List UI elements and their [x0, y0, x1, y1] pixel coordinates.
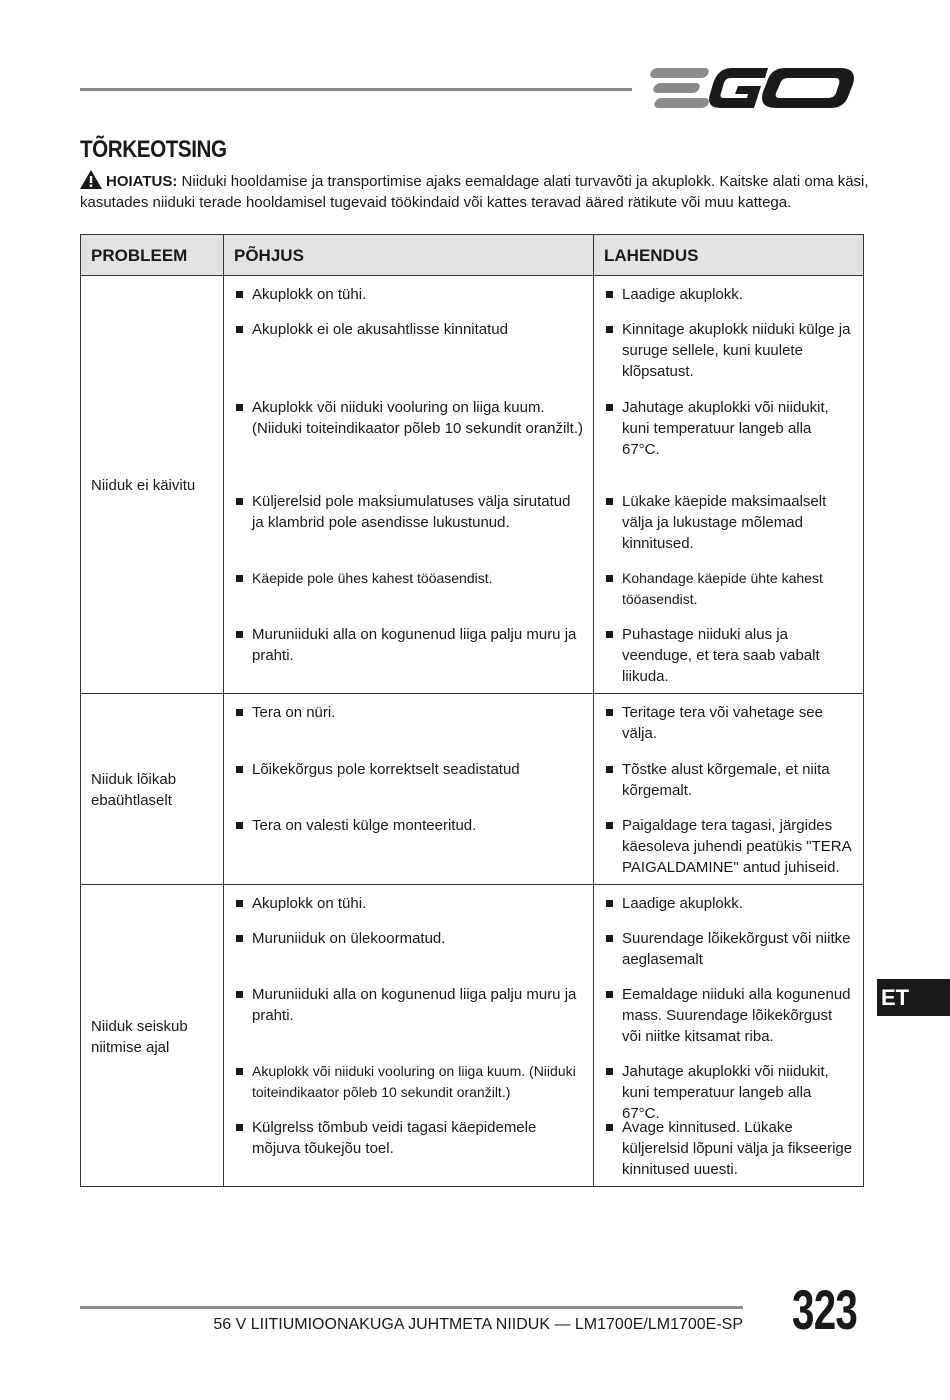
- solution-cell: [594, 276, 864, 694]
- table-row: [81, 694, 864, 885]
- cause-cell: [224, 885, 594, 1187]
- footer-rule: [80, 1306, 743, 1309]
- solution-item: Tõstke alust kõrgemale, et niita kõrgemalt.: [604, 759, 853, 815]
- cause-cell: [224, 694, 594, 885]
- solution-item: Teritage tera või vahetage see välja.: [604, 702, 853, 759]
- footer-text: 56 V LIITIUMIOONAKUGA JUHTMETA NIIDUK — LM1700E/LM1700E-SP: [213, 1316, 743, 1333]
- solution-item: Jahutage akuplokki või niidukit, kuni temperatuur langeb alla 67°C.: [604, 397, 853, 491]
- cause-item: Lõikekõrgus pole korrektselt seadistatud: [234, 759, 583, 815]
- warning-text: Niiduki hooldamise ja transportimise ajaks eemaldage alati turvavõti ja akuplokk. Kaitske alati oma käsi, kasutades niiduki terade hooldamisel tugevaid töökindaid või kattes teravad ääred rätikute või muu kattega.: [80, 173, 869, 211]
- problem-cell: Niiduk lõikab ebaühtlaselt: [81, 694, 224, 885]
- header-problem: PROBLEEM: [81, 235, 224, 276]
- header-solution: LAHENDUS: [594, 235, 864, 276]
- cause-cell: [224, 276, 594, 694]
- table-row: [81, 276, 864, 694]
- warning-label: HOIATUS:: [106, 173, 178, 190]
- cause-item: Tera on valesti külge monteeritud.: [234, 815, 583, 836]
- cause-item: Muruniiduki alla on kogunenud liiga palju muru ja prahti.: [234, 624, 583, 666]
- cause-item: Küljerelsid pole maksiumulatuses välja sirutatud ja klambrid pole asendisse lukustunud.: [234, 491, 583, 568]
- solution-item: Laadige akuplokk.: [604, 893, 853, 928]
- solution-item: Suurendage lõikekõrgust või niitke aeglasemalt: [604, 928, 853, 984]
- cause-item: Akuplokk või niiduki vooluring on liiga kuum. (Niiduki toiteindikaator põleb 10 sekundit oranžilt.): [234, 397, 583, 491]
- cause-item: Käepide pole ühes kahest tööasendist.: [234, 568, 583, 624]
- cause-item: Akuplokk või niiduki vooluring on liiga kuum. (Niiduki toiteindikaator põleb 10 sekundit oranžilt.): [234, 1061, 583, 1117]
- cause-item: Akuplokk on tühi.: [234, 893, 583, 928]
- cause-item: Akuplokk on tühi.: [234, 284, 583, 319]
- warning-paragraph: [80, 170, 870, 213]
- solution-item: Puhastage niiduki alus ja veenduge, et tera saab vabalt liikuda.: [604, 624, 853, 687]
- language-tab: ET: [877, 979, 950, 1016]
- page-title: TÕRKEOTSING: [80, 136, 227, 163]
- cause-item: Külgrelss tõmbub veidi tagasi käepidemele mõjuva tõukejõu toel.: [234, 1117, 583, 1159]
- cause-item: Tera on nüri.: [234, 702, 583, 759]
- solution-item: Kohandage käepide ühte kahest tööasendist.: [604, 568, 853, 624]
- header-cause: PÕHJUS: [224, 235, 594, 276]
- cause-item: Akuplokk ei ole akusahtlisse kinnitatud: [234, 319, 583, 397]
- solution-item: Kinnitage akuplokk niiduki külge ja suruge sellele, kuni kuulete klõpsatust.: [604, 319, 853, 397]
- solution-item: Avage kinnitused. Lükake küljerelsid lõpuni välja ja fikseerige kinnitused uuesti.: [604, 1117, 853, 1180]
- cause-item: Muruniiduk on ülekoormatud.: [234, 928, 583, 984]
- cause-item: Muruniiduki alla on kogunenud liiga palju muru ja prahti.: [234, 984, 583, 1061]
- solution-item: Eemaldage niiduki alla kogunenud mass. Suurendage lõikekõrgust või niitke kitsamat riba.: [604, 984, 853, 1061]
- problem-cell: Niiduk seiskub niitmise ajal: [81, 885, 224, 1187]
- solution-item: Paigaldage tera tagasi, järgides käesoleva juhendi peatükis "TERA PAIGALDAMINE" antud juhiseid.: [604, 815, 853, 878]
- warning-triangle-icon: [80, 170, 102, 189]
- header-rule: [80, 88, 632, 91]
- solution-cell: [594, 885, 864, 1187]
- problem-cell: Niiduk ei käivitu: [81, 276, 224, 694]
- table-row: [81, 885, 864, 1187]
- table-header-row: [81, 235, 864, 276]
- troubleshooting-table: [80, 234, 864, 1187]
- solution-cell: [594, 694, 864, 885]
- solution-item: Lükake käepide maksimaalselt välja ja lukustage mõlemad kinnitused.: [604, 491, 853, 568]
- solution-item: Jahutage akuplokki või niidukit, kuni temperatuur langeb alla 67°C.: [604, 1061, 853, 1117]
- page-number: 323: [792, 1278, 858, 1341]
- solution-item: Laadige akuplokk.: [604, 284, 853, 319]
- ego-logo: [650, 62, 862, 114]
